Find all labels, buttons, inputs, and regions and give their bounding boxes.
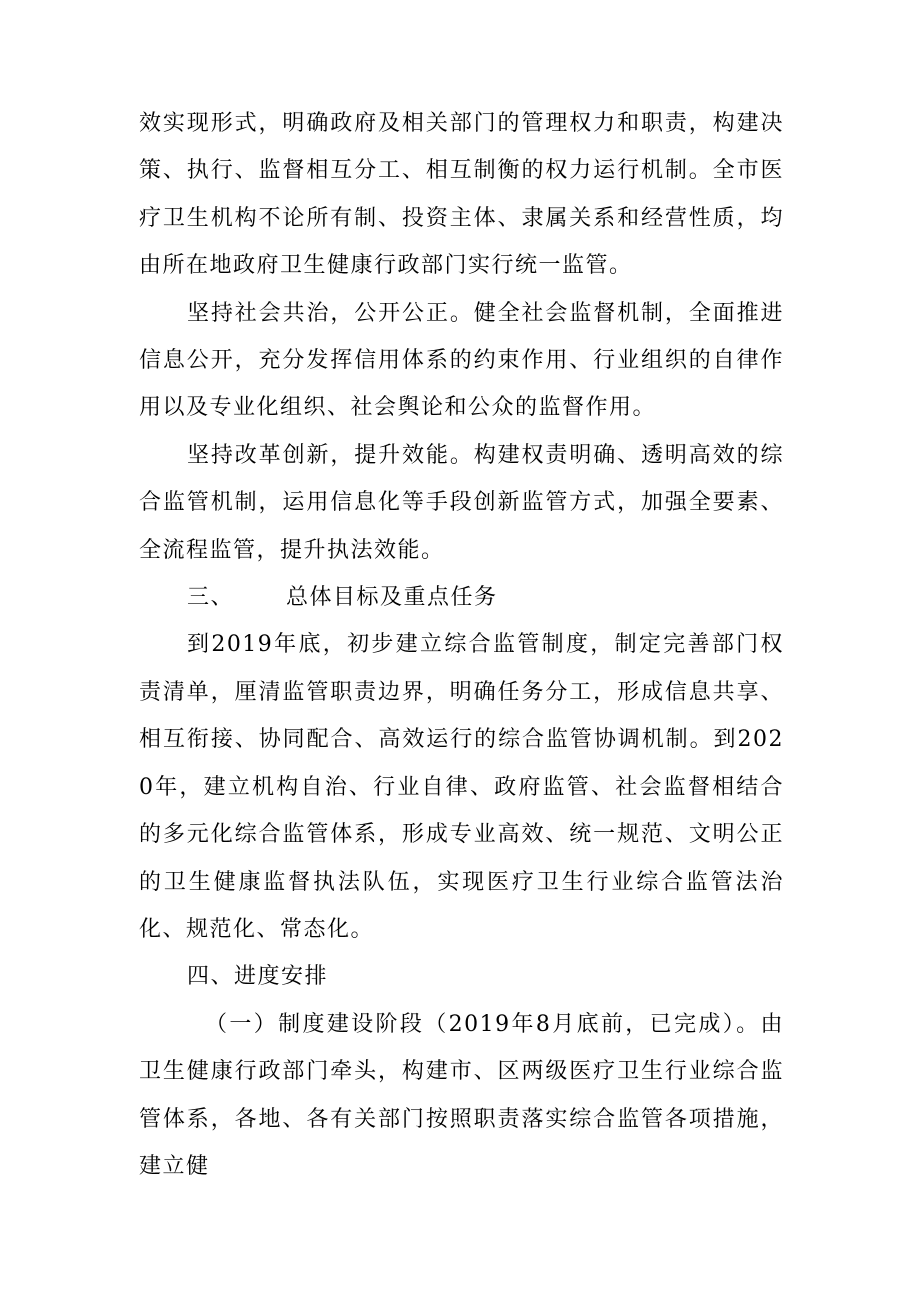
paragraph-reform-innovation: 坚持改革创新，提升效能。构建权责明确、透明高效的综合监管机制，运用信息化等手段创新监管方式，加强全要素、全流程监管，提升执法效能。: [139, 442, 784, 563]
section-number: 三、: [187, 585, 235, 611]
section-heading-3: [139, 574, 784, 621]
paragraph-goals: 到2019年底，初步建立综合监管制度，制定完善部门权责清单，厘清监管职责边界，明确任务分工，形成信息共享、相互衔接、协同配合、高效运行的综合监管协调机制。到2020年，建立机构自治、行业自律、政府监管、社会监督相结合的多元化综合监管体系，形成专业高效、统一规范、文明公正的卫生健康监督执法队伍，实现医疗卫生行业综合监管法治化、规范化、常态化。: [139, 632, 784, 942]
paragraph-governance: 效实现形式，明确政府及相关部门的管理权力和职责，构建决策、执行、监督相互分工、相互制衡的权力运行机制。全市医疗卫生机构不论所有制、投资主体、隶属关系和经营性质，均由所在地政府卫生健康行政部门实行统一监管。: [139, 111, 784, 279]
paragraph-stage-one: （一）制度建设阶段（2019年8月底前，已完成）。由卫生健康行政部门牵头，构建市、区两级医疗卫生行业综合监管体系，各地、各有关部门按照职责落实综合监管各项措施，建立健: [139, 1011, 784, 1179]
paragraph-social-governance: 坚持社会共治，公开公正。健全社会监督机制，全面推进信息公开，充分发挥信用体系的约束作用、行业组织的自律作用以及专业化组织、社会舆论和公众的监督作用。: [139, 300, 784, 421]
section-title: 总体目标及重点任务: [286, 585, 498, 611]
section-heading-4: 四、进度安排: [187, 964, 329, 990]
document-page: [139, 100, 784, 1190]
